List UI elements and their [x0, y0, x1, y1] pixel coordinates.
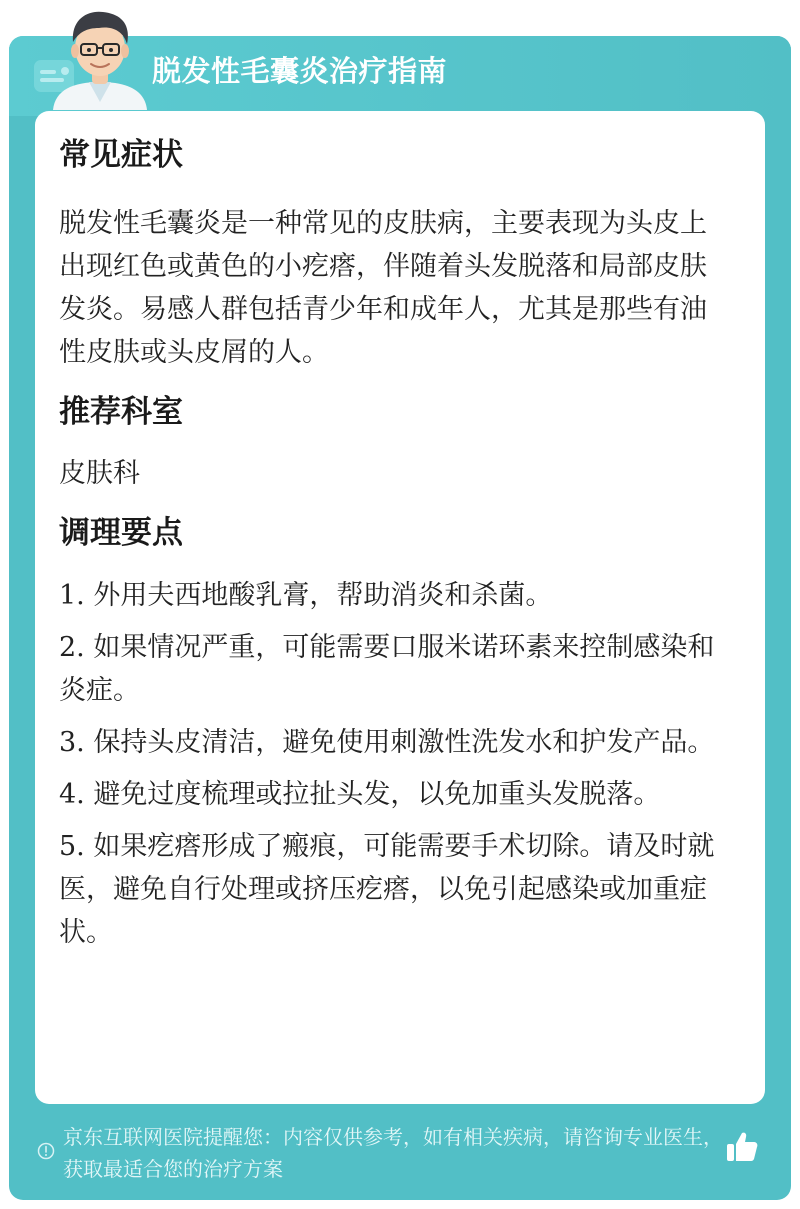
- care-item-2: [59, 626, 731, 712]
- doctor-avatar: [45, 6, 155, 110]
- info-icon: [37, 1142, 55, 1160]
- care-item-number: 1.: [59, 580, 85, 611]
- department-text: 皮肤科: [59, 458, 140, 489]
- department-title: 推荐科室: [59, 394, 183, 430]
- care-item-number: 5.: [59, 831, 85, 862]
- care-item-5: [59, 825, 731, 954]
- care-item-text: 如果情况严重，可能需要口服米诺环素来控制感染和炎症。: [59, 632, 715, 706]
- care-item-text: 保持头皮清洁，避免使用刺激性洗发水和护发产品。: [93, 727, 715, 758]
- page-title: 脱发性毛囊炎治疗指南: [152, 54, 448, 88]
- care-item-number: 4.: [59, 779, 85, 810]
- thumbs-up-icon[interactable]: [724, 1129, 760, 1165]
- care-item-number: 3.: [59, 727, 85, 758]
- symptoms-title: 常见症状: [59, 137, 183, 173]
- care-item-text: 外用夫西地酸乳膏，帮助消炎和杀菌。: [93, 580, 553, 611]
- care-item-3: [59, 721, 731, 764]
- care-title: 调理要点: [59, 515, 183, 551]
- care-item-1: [59, 574, 731, 617]
- care-item-text: 避免过度梳理或拉扯头发，以免加重头发脱落。: [93, 779, 661, 810]
- care-item-4: [59, 773, 731, 816]
- content-area: [59, 131, 731, 954]
- footer-disclaimer: 京东互联网医院提醒您：内容仅供参考，如有相关疾病，请咨询专业医生，获取最适合您的治疗方案: [63, 1125, 723, 1181]
- care-item-number: 2.: [59, 632, 85, 663]
- symptoms-text: 脱发性毛囊炎是一种常见的皮肤病，主要表现为头皮上出现红色或黄色的小疙瘩，伴随着头发脱落和局部皮肤发炎。易感人群包括青少年和成年人，尤其是那些有油性皮肤或头皮屑的人。: [59, 208, 707, 368]
- care-item-text: 如果疙瘩形成了瘢痕，可能需要手术切除。请及时就医，避免自行处理或挤压疙瘩，以免引起感染或加重症状。: [59, 831, 715, 948]
